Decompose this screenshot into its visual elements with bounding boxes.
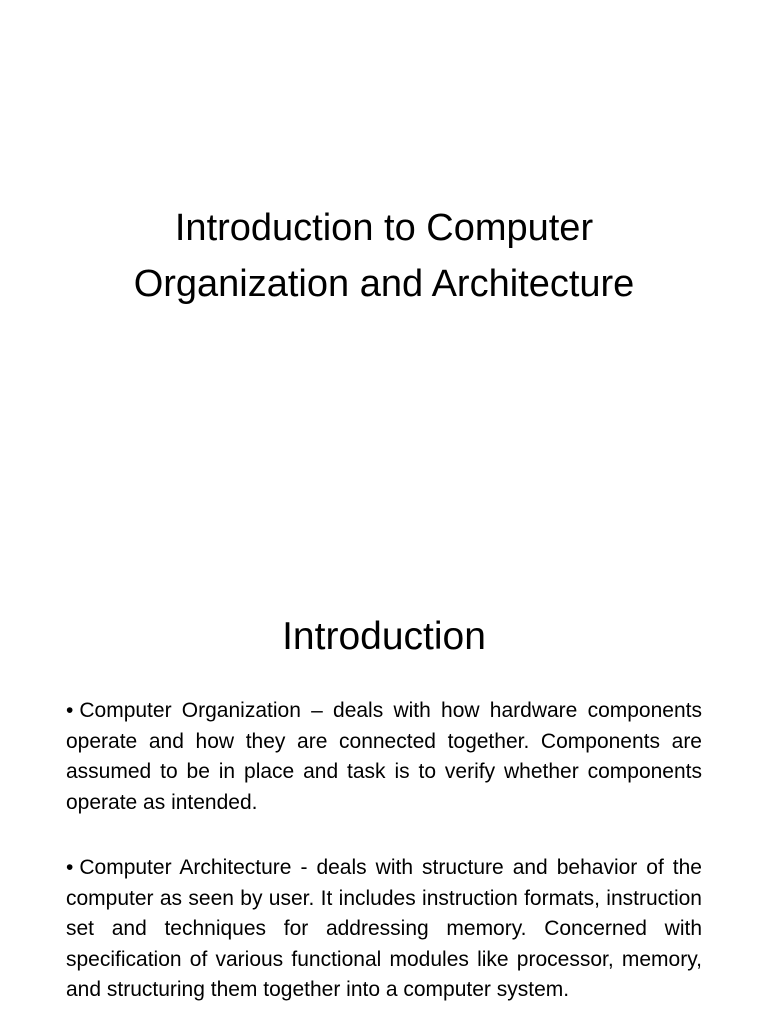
presentation-title (0, 200, 768, 312)
bullet-item-computer-organization (66, 696, 702, 818)
bullet-text: Computer Architecture - deals with structure and behavior of the computer as seen by user. It includes instruction formats, instruction set and techniques for addressing memory. Concerned with specification of various functional modules like processor, memory, and structuring them together into a computer system. (66, 856, 702, 1001)
bullet-marker: • (66, 856, 74, 879)
presentation-title-line-1: Introduction to Computer (174, 207, 594, 249)
bullet-item-computer-architecture (66, 853, 702, 1006)
bullet-list (66, 696, 702, 1024)
bullet-text: Computer Organization – deals with how hardware components operate and how they are connected together. Components are assumed to be in place and task is to verify whether components operate as intended. (66, 699, 702, 814)
bullet-marker: • (66, 699, 74, 722)
presentation-title-line-2: Organization and Architecture (133, 263, 635, 305)
introduction-slide (0, 576, 768, 1024)
slide-title: Introduction (282, 615, 486, 658)
